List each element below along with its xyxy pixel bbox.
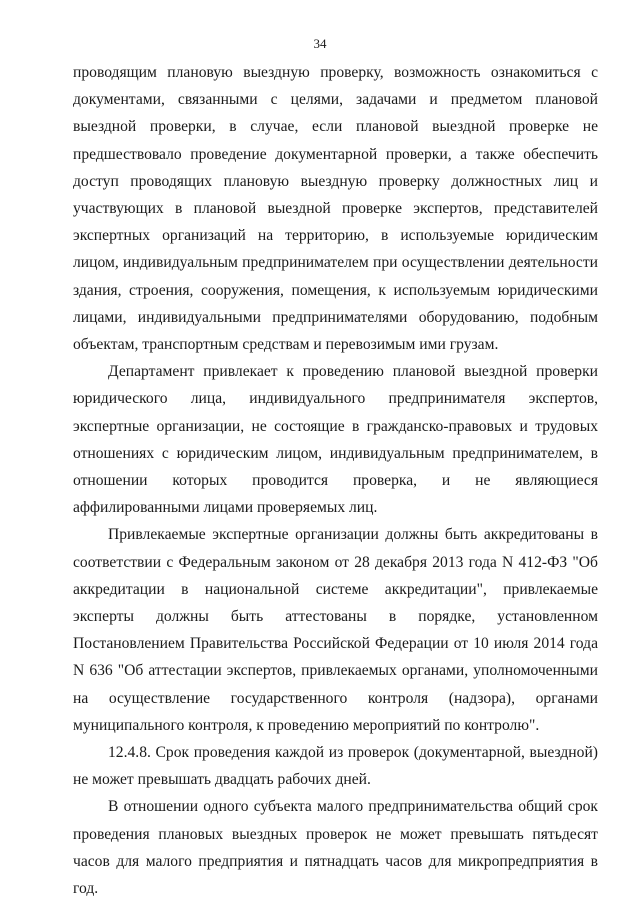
page-number: 34 [313, 36, 327, 51]
paragraph-experts-engagement: Департамент привлекает к проведению плановой выездной проверки юридического лица, индивидуального предпринимателя экспертов, экспертные организации, не состоящие в гражданско-правовых и трудовых отношениях с юридическим лицом, индивидуальным предпринимателем, в отношении которых проводится проверка, и не являющиеся аффилированными лицами проверяемых лиц. [73, 363, 598, 517]
paragraph-small-business-limit: В отношении одного субъекта малого предпринимательства общий срок проведения плановых выездных проверок не может превышать пятьдесят часов для малого предприятия и пятнадцать часов для микропредприятия в год. [73, 798, 598, 898]
paragraph-inspection-term: 12.4.8. Срок проведения каждой из проверок (документарной, выездной) не может превышать двадцать рабочих дней. [73, 744, 598, 789]
body-text [73, 59, 598, 902]
paragraph-continuation: проводящим плановую выездную проверку, возможность ознакомиться с документами, связанными с целями, задачами и предметом плановой выездной проверки, в случае, если плановой выездной проверке не предшествовало проведение документарной проверки, а также обеспечить доступ проводящих плановую выездную проверку должностных лиц и участвующих в плановой выездной проверке экспертов, представителей экспертных организаций на территорию, в используемые юридическим лицом, индивидуальным предпринимателем при осуществлении деятельности здания, строения, сооружения, помещения, к используемым юридическими лицами, индивидуальными предпринимателями оборудованию, подобным объектам, транспортным средствам и перевозимым ими грузам. [73, 64, 598, 354]
paragraph-accreditation: Привлекаемые экспертные организации должны быть аккредитованы в соответствии с Федеральным законом от 28 декабря 2013 года N 412-ФЗ "Об аккредитации в национальной системе аккредитации", привлекаемые эксперты должны быть аттестованы в порядке, установленном Постановлением Правительства Российской Федерации от 10 июля 2014 года N 636 "Об аттестации экспертов, привлекаемых органами, уполномоченными на осуществление государственного контроля (надзора), органами муниципального контроля, к проведению мероприятий по контролю". [73, 526, 598, 734]
